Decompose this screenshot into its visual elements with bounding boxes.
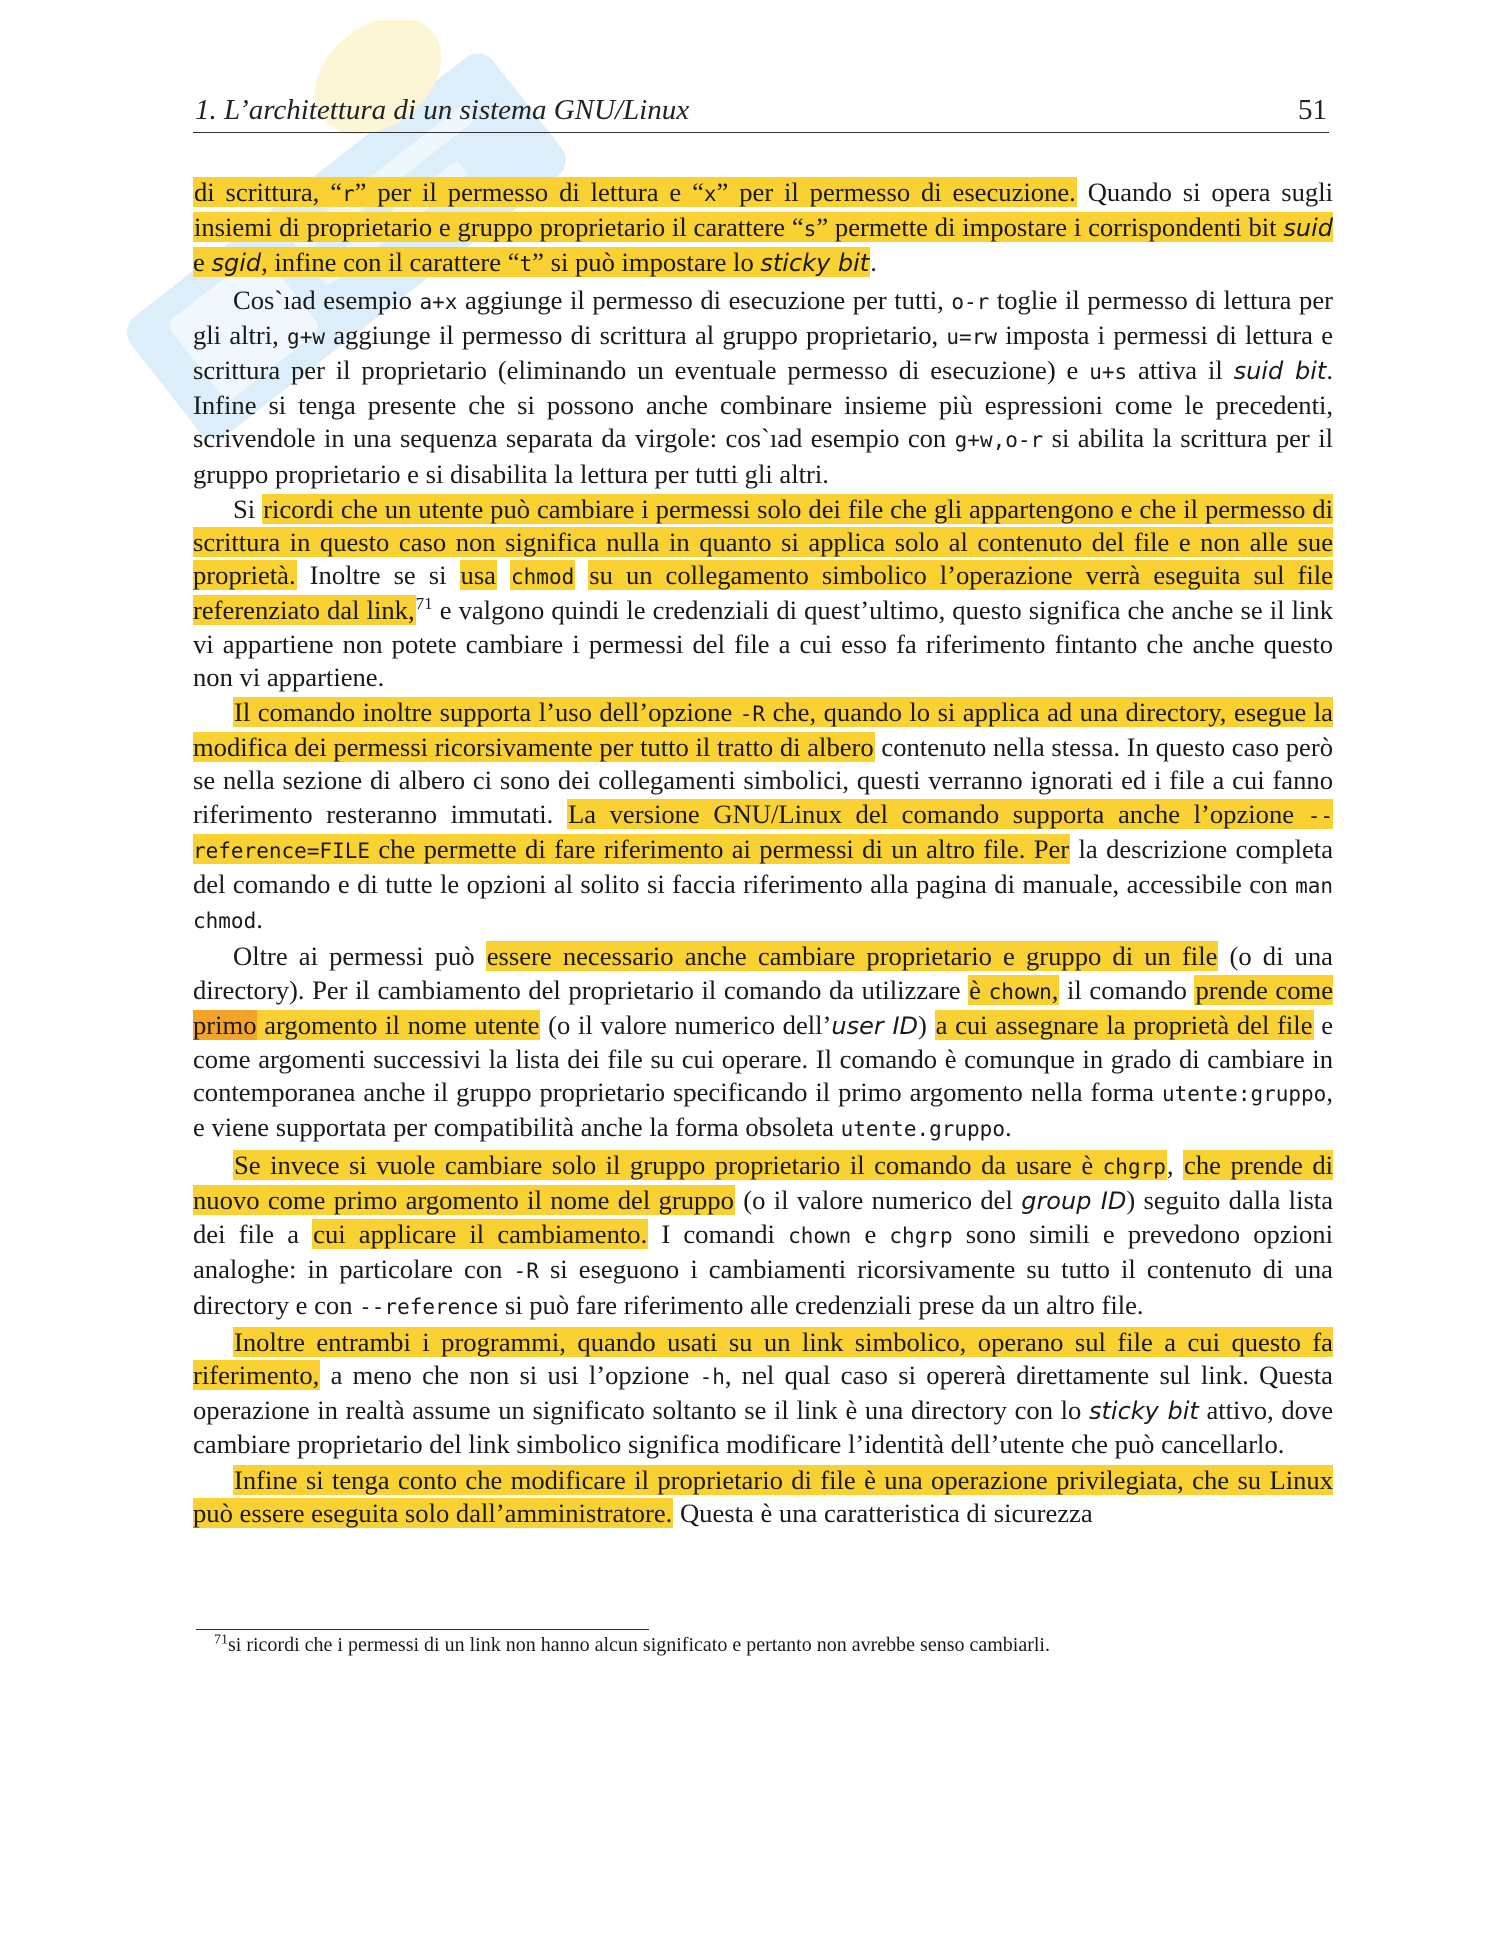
text-run: , nel qual caso si opererà direttamente sul link. Questa operazione in realtà assume un significato soltanto se il link è una directory con lo xyxy=(193,1359,1333,1426)
text-run: argomento il nome utente xyxy=(256,1009,540,1040)
code-R-option: -R xyxy=(739,702,766,727)
text-run: di scrittura, “ xyxy=(194,177,342,207)
text-run: Se invece si vuole cambiare solo il gruppo proprietario il comando da usare è xyxy=(234,1149,1103,1180)
highlight xyxy=(193,177,1077,207)
text-run: aggiunge il permesso di esecuzione per tutti, xyxy=(457,284,952,315)
term-group-id: group ID xyxy=(1021,1186,1127,1215)
code-t: t xyxy=(519,252,533,277)
text-run: insiemi di proprietario e gruppo proprietario il carattere “ xyxy=(194,212,804,243)
code-u-eq-rw: u=rw xyxy=(946,324,997,349)
running-title: 1. L’architettura di un sistema GNU/Linux xyxy=(195,94,690,126)
code-g-w-o-r: g+w,o-r xyxy=(954,428,1044,453)
code-chmod: chmod xyxy=(511,565,575,590)
text-run: ” per il permesso di esecuzione. xyxy=(716,177,1076,207)
text-run: attiva il xyxy=(1127,355,1234,386)
page-header xyxy=(193,90,1329,133)
footnote-text: si ricordi che i permessi di un link non hanno alcun significato e pertanto non avrebbe senso cambiarli. xyxy=(228,1634,1050,1656)
code-s: s xyxy=(803,217,817,242)
text-run: si abilita la scrittura per il gruppo proprietario e si disabilita la lettura per tutti gli altri. xyxy=(193,423,1333,489)
term-suid: suid xyxy=(1283,214,1333,243)
term-sticky-bit: sticky bit xyxy=(760,249,870,278)
code-x: x xyxy=(703,182,717,206)
term-sticky-bit: sticky bit xyxy=(1088,1397,1199,1426)
highlight: Infine si tenga conto che modificare il proprietario di file è una operazione privilegiata, che su Linux può essere eseguita solo dall’amministratore. xyxy=(193,1464,1333,1528)
main-text xyxy=(193,176,1333,1532)
text-run: si può fare riferimento alle credenziali prese da un altro file. xyxy=(498,1289,1144,1320)
text-run: . xyxy=(256,904,263,935)
text-run: Quando si opera sugli xyxy=(1076,177,1333,207)
code-chgrp: chgrp xyxy=(889,1224,953,1249)
text-run: . xyxy=(1004,1112,1012,1143)
text-run: Il comando inoltre supporta l’uso dell’opzione xyxy=(234,697,740,728)
text-run: , xyxy=(1166,1149,1184,1180)
highlight xyxy=(968,975,1059,1005)
highlight: che prende di nuovo come primo argomento il nome del gruppo xyxy=(193,1149,1334,1215)
text-run: . Infine si tenga presente che si possono anche combinare insieme più espressioni come le precedenti, scrivendole in una sequenza separata da virgole: cos`ıad esempio con xyxy=(193,355,1334,454)
text-run: ) seguito dalla lista dei file a xyxy=(193,1184,1333,1250)
footnote-ref[interactable]: 71 xyxy=(415,594,433,614)
text-run: prende come xyxy=(1195,974,1334,1005)
paragraph-3 xyxy=(193,493,1333,694)
text-run: che, quando lo si applica ad una directory, esegue la modifica dei permessi ricorsivamente per tutto il tratto di albero xyxy=(193,697,1333,763)
code-reference: --reference xyxy=(359,1294,499,1319)
text-run: , e viene supportata per compatibilità anche la forma obsoleta xyxy=(193,1077,1333,1143)
text-run xyxy=(497,560,510,590)
text-run: (o il valore numerico del xyxy=(734,1184,1022,1215)
highlight-orange: primo xyxy=(193,1009,257,1040)
footnote xyxy=(214,1632,1314,1658)
text-run: e xyxy=(193,247,212,278)
code-u-plus-s: u+s xyxy=(1089,360,1128,385)
paragraph-1 xyxy=(193,176,1333,282)
code-r: r xyxy=(342,182,355,206)
highlight xyxy=(193,212,1333,277)
highlight xyxy=(233,1150,1167,1180)
paragraph-2 xyxy=(193,284,1333,491)
highlight: a cui assegnare la proprietà del file xyxy=(935,1009,1313,1040)
text-run: si eseguono i cambiamenti ricorsivamente su tutto il contenuto di una directory e con xyxy=(193,1254,1333,1320)
text-run: , xyxy=(1051,974,1059,1005)
code-h-option: -h xyxy=(699,1364,725,1389)
text-run: Cos`ıad esempio xyxy=(233,284,420,315)
paragraph-5 xyxy=(193,940,1333,1146)
text-run xyxy=(575,560,588,590)
text-run: attivo, dove cambiare proprietario del link simbolico significa modificare l’identità dell’utente che può cancellarlo. xyxy=(193,1395,1334,1460)
code-man-chmod: man chmod xyxy=(193,874,1333,934)
text-run: (o di una directory). Per il cambiamento del proprietario il comando da utilizzare xyxy=(193,941,1333,1005)
code-a-plus-x: a+x xyxy=(419,289,458,314)
text-run: toglie il permesso di lettura per gli altri, xyxy=(193,284,1333,350)
text-run: I comandi xyxy=(648,1219,789,1250)
text-run: il comando xyxy=(1059,974,1195,1005)
text-run: La versione GNU/Linux del comando supporta anche l’opzione xyxy=(567,798,1308,829)
text-run: e xyxy=(851,1219,890,1250)
code-o-minus-r: o-r xyxy=(951,289,990,314)
text-run: è xyxy=(969,974,989,1005)
footnote-number: 71 xyxy=(214,1632,228,1648)
text-run: Si xyxy=(233,493,263,524)
text-run: Questa è una caratteristica di sicurezza xyxy=(673,1497,1093,1528)
code-R-option: -R xyxy=(513,1259,539,1284)
code-chown: chown xyxy=(988,979,1052,1004)
term-user-id: user ID xyxy=(831,1011,919,1040)
text-run: aggiunge il permesso di scrittura al gruppo proprietario, xyxy=(324,319,947,350)
text-run: imposta i permessi di lettura e scrittura per il proprietario (eliminando un eventuale permesso di esecuzione) e xyxy=(193,319,1333,386)
highlight: su un collegamento simbolico l’operazione verrà eseguita sul file referenziato dal link, xyxy=(193,560,1333,626)
term-suid-bit: suid bit xyxy=(1233,357,1327,386)
code-reference-file: --reference=FILE xyxy=(193,803,1333,863)
highlight: cui applicare il cambiamento. xyxy=(313,1219,648,1250)
text-run: (o il valore numerico dell’ xyxy=(540,1009,832,1040)
text-run: sono simili e prevedono opzioni analoghe: in particolare con xyxy=(193,1219,1333,1285)
text-run: ” per il permesso di lettura e “ xyxy=(354,177,704,207)
text-run: ” permette di impostare i corrispondenti bit xyxy=(816,212,1284,243)
text-run: e come argomenti successivi la lista dei file su cui operare. Il comando è comunque in grado di cambiare in contemporanea anche il gruppo proprietario specificando il primo argomento nella forma xyxy=(193,1009,1334,1108)
code-g-plus-w: g+w xyxy=(287,324,325,349)
text-run: . xyxy=(870,247,877,278)
text-run: e valgono quindi le credenziali di quest’ultimo, questo significa che anche se il link vi appartiene non potete cambiare i permessi del file a cui esso fa riferimento fintanto che anche questo non vi appartiene. xyxy=(193,595,1333,692)
text-run: , infine con il carattere “ xyxy=(261,247,520,278)
code-utente-gruppo: utente:gruppo xyxy=(1161,1082,1327,1107)
highlight: ricordi che un utente può cambiare i permessi solo dei file che gli appartengono e che il permesso di scrittura in questo caso non significa nulla in quanto si applica solo al contenuto del file e non alle sue proprietà. xyxy=(193,493,1333,591)
paragraph-8 xyxy=(193,1464,1333,1530)
text-run: ) xyxy=(918,1009,935,1040)
text-run: Oltre ai permessi può xyxy=(233,941,486,972)
highlight: essere necessario anche cambiare proprietario e gruppo di un file xyxy=(486,941,1218,972)
highlight xyxy=(510,560,575,590)
text-run: la descrizione completa del comando e di tutte le opzioni al solito si faccia riferimento alla pagina di manuale, accessibile con xyxy=(193,833,1333,900)
paragraph-6 xyxy=(193,1149,1333,1324)
text-run: contenuto nella stessa. In questo caso però se nella sezione di albero ci sono dei collegamenti simbolici, questi verranno ignorati ed i file a cui fanno riferimento resteranno immutati. xyxy=(193,732,1334,829)
text-run: Inoltre se si xyxy=(296,560,460,591)
footnote-rule xyxy=(196,1629,649,1630)
paragraph-7 xyxy=(193,1326,1333,1462)
text-run: ” si può impostare lo xyxy=(532,247,761,278)
paragraph-4 xyxy=(193,696,1333,938)
text-run: che permette di fare riferimento ai permessi di un altro file. Per xyxy=(370,833,1070,864)
page-number: 51 xyxy=(1298,94,1327,126)
term-sgid: sgid xyxy=(211,249,262,278)
code-chown: chown xyxy=(788,1224,852,1249)
code-utente-dot-gruppo: utente.gruppo xyxy=(840,1117,1005,1142)
code-chgrp: chgrp xyxy=(1102,1154,1166,1179)
highlight: Inoltre entrambi i programmi, quando usati su un link simbolico, operano sul file a cui questo fa riferimento, xyxy=(193,1326,1333,1390)
highlight: usa xyxy=(460,560,496,591)
text-run: a meno che non si usi l’opzione xyxy=(320,1359,700,1390)
